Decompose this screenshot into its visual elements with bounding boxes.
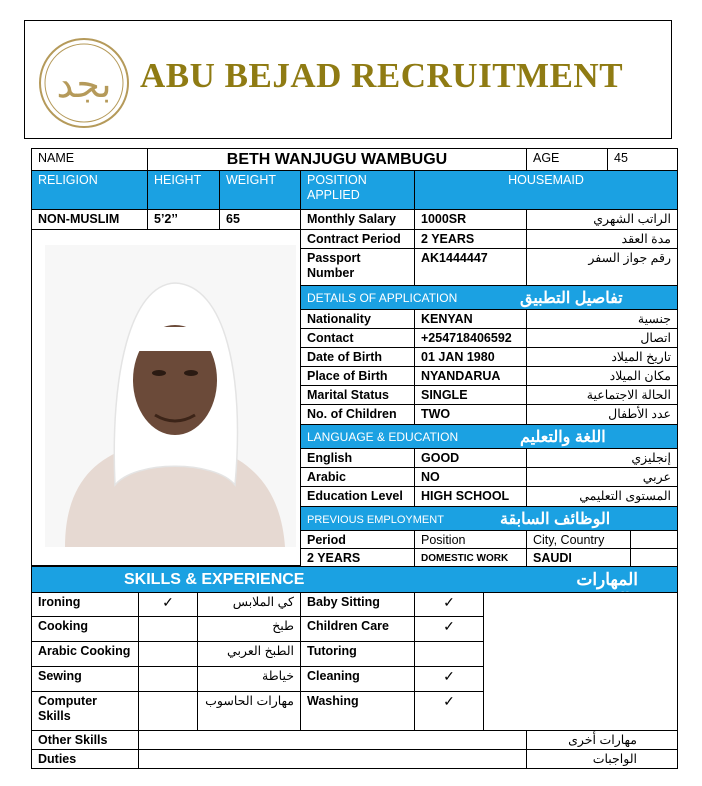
nationality-label: Nationality	[300, 309, 415, 329]
arabic-label-ar: عربي	[526, 467, 678, 487]
duties-ar: الواجبات	[526, 749, 678, 769]
skill-cooking-check	[138, 616, 198, 642]
contact-label-ar: اتصال	[526, 328, 678, 348]
dob-label: Date of Birth	[300, 347, 415, 367]
skill-cooking-ar: طبخ	[197, 616, 301, 642]
marital-label-ar: الحالة الاجتماعية	[526, 385, 678, 405]
children-label-ar: عدد الأطفال	[526, 404, 678, 425]
skills-title-ar: المهارات	[576, 570, 638, 589]
height-label: HEIGHT	[147, 170, 220, 210]
passport-value: AK1444447	[414, 248, 527, 286]
pob-label: Place of Birth	[300, 366, 415, 386]
religion-label: RELIGION	[31, 170, 148, 210]
salary-label: Monthly Salary	[300, 209, 415, 230]
skill-cleaning-check: ✓	[414, 666, 484, 692]
logo-text: بجد	[56, 62, 112, 106]
children-value: TWO	[414, 404, 527, 425]
skill-tutoring-check	[414, 641, 484, 667]
emp-position-value: DOMESTIC WORK	[414, 548, 527, 567]
salary-value: 1000SR	[414, 209, 527, 230]
education-label: Education Level	[300, 486, 415, 507]
arabic-label: Arabic	[300, 467, 415, 487]
children-label: No. of Children	[300, 404, 415, 425]
skill-washing-check: ✓	[414, 691, 484, 731]
marital-label: Marital Status	[300, 385, 415, 405]
religion-value: NON-MUSLIM	[31, 209, 148, 230]
nationality-value: KENYAN	[414, 309, 527, 329]
period-value: 2 YEARS	[300, 548, 415, 567]
skill-children-care-check: ✓	[414, 616, 484, 642]
passport-label-ar: رقم جواز السفر	[526, 248, 678, 286]
country-label: City, Country	[526, 530, 631, 549]
employment-title-en: PREVIOUS EMPLOYMENT	[307, 514, 444, 526]
contact-label: Contact	[300, 328, 415, 348]
agency-logo-icon	[38, 37, 130, 129]
skill-sewing: Sewing	[31, 666, 139, 692]
pob-label-ar: مكان الميلاد	[526, 366, 678, 386]
duties-label: Duties	[31, 749, 139, 769]
duties-value	[138, 749, 527, 769]
other-skills-label: Other Skills	[31, 730, 139, 750]
skill-baby-sitting: Baby Sitting	[300, 592, 415, 617]
skill-arabic-cooking: Arabic Cooking	[31, 641, 139, 667]
english-value: GOOD	[414, 448, 527, 468]
country-value: SAUDI	[526, 548, 631, 567]
emp-position-label: Position	[414, 530, 527, 549]
name-label: NAME	[31, 148, 148, 171]
education-value: HIGH SCHOOL	[414, 486, 527, 507]
skill-children-care: Children Care	[300, 616, 415, 642]
height-value: 5’2’’	[147, 209, 220, 230]
skill-computer: Computer Skills	[31, 691, 139, 731]
english-label-ar: إنجليزي	[526, 448, 678, 468]
contract-label-ar: مدة العقد	[526, 229, 678, 249]
position-label: POSITION APPLIED	[300, 170, 415, 210]
contact-value: +254718406592	[414, 328, 527, 348]
dob-value: 01 JAN 1980	[414, 347, 527, 367]
other-skills-value	[138, 730, 527, 750]
skills-right-empty	[483, 592, 678, 731]
skill-ironing-check: ✓	[138, 592, 198, 617]
employment-title-ar: الوظائف السابقة	[500, 509, 650, 529]
skill-computer-check	[138, 691, 198, 731]
other-skills-ar: مهارات أخرى	[526, 730, 678, 750]
skill-arabic-cooking-ar: الطبخ العربي	[197, 641, 301, 667]
skill-sewing-ar: خياطة	[197, 666, 301, 692]
skill-ironing: Ironing	[31, 592, 139, 617]
pob-value: NYANDARUA	[414, 366, 527, 386]
candidate-name: BETH WANJUGU WAMBUGU	[147, 148, 527, 171]
salary-label-ar: الراتب الشهري	[526, 209, 678, 230]
nationality-label-ar: جنسية	[526, 309, 678, 329]
marital-value: SINGLE	[414, 385, 527, 405]
age-value: 45	[607, 148, 678, 171]
english-label: English	[300, 448, 415, 468]
age-label: AGE	[526, 148, 608, 171]
skills-title-en: SKILLS & EXPERIENCE	[124, 571, 305, 588]
details-title-ar: تفاصيل التطبيق	[520, 288, 670, 308]
details-title-en: DETAILS OF APPLICATION	[307, 291, 458, 305]
skill-cooking: Cooking	[31, 616, 139, 642]
contract-label: Contract Period	[300, 229, 415, 249]
candidate-photo	[45, 245, 296, 547]
weight-value: 65	[219, 209, 301, 230]
contract-value: 2 YEARS	[414, 229, 527, 249]
skill-washing: Washing	[300, 691, 415, 731]
period-label: Period	[300, 530, 415, 549]
skill-tutoring: Tutoring	[300, 641, 415, 667]
skill-cleaning: Cleaning	[300, 666, 415, 692]
education-label-ar: المستوى التعليمي	[526, 486, 678, 507]
emp-empty-1	[630, 530, 678, 549]
skill-computer-ar: مهارات الحاسوب	[197, 691, 301, 731]
arabic-value: NO	[414, 467, 527, 487]
dob-label-ar: تاريخ الميلاد	[526, 347, 678, 367]
language-title-en: LANGUAGE & EDUCATION	[307, 430, 459, 444]
skill-sewing-check	[138, 666, 198, 692]
passport-label: Passport Number	[300, 248, 415, 286]
skill-baby-sitting-check: ✓	[414, 592, 484, 617]
emp-empty-2	[630, 548, 678, 567]
weight-label: WEIGHT	[219, 170, 301, 210]
language-title-ar: اللغة والتعليم	[520, 427, 670, 447]
skill-arabic-cooking-check	[138, 641, 198, 667]
position-value: HOUSEMAID	[414, 170, 678, 210]
skill-ironing-ar: كي الملابس	[197, 592, 301, 617]
agency-name: ABU BEJAD RECRUITMENT	[140, 56, 624, 95]
